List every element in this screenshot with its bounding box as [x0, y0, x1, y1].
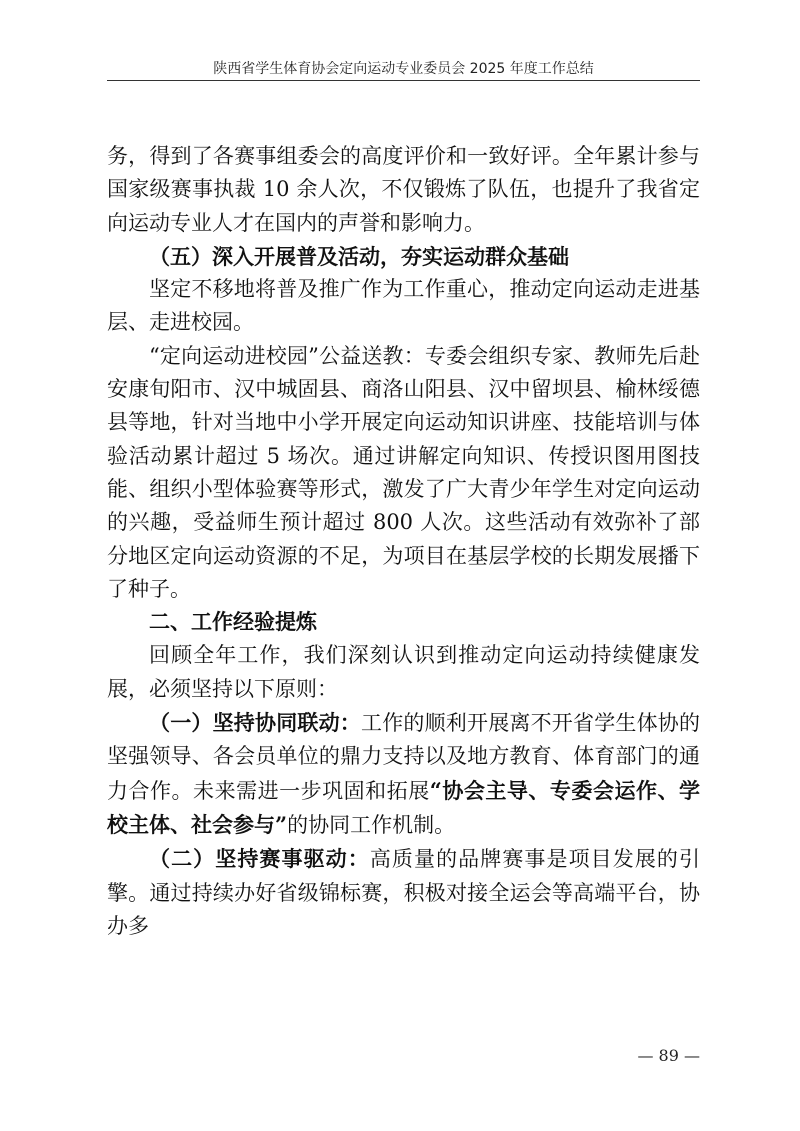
chapter-heading-2: 二、工作经验提炼: [149, 610, 317, 635]
principle-1-text-b: 的协同工作机制。: [287, 812, 456, 837]
paragraph-continuation: 务，得到了各赛事组委会的高度评价和一致好评。全年累计参与国家级赛事执裁 10 余人次，不仅锻炼了队伍，也提升了我省定向运动专业人才在国内的声誉和影响力。: [107, 144, 700, 235]
principle-1-emphasis: “协会主导、专委会运作、学校主体、社会参与”: [107, 777, 700, 837]
paragraph-review: 回顾全年工作，我们深刻认识到推动定向运动持续健康发展，必须坚持以下原则：: [107, 643, 700, 701]
header-divider: [107, 80, 700, 81]
principle-1-text-a: 工作的顺利开展离不开省学生体协的坚强领导、各会员单位的鼎力支持以及地方教育、体育部门的通力合作。未来需进一步巩固和拓展: [107, 711, 700, 803]
section-heading-5: （五）深入开展普及活动，夯实运动群众基础: [149, 243, 569, 269]
paragraph-popularization: 坚定不移地将普及推广作为工作重心，推动定向运动走进基层、走进校园。: [107, 277, 700, 335]
paragraph-school-outreach: “定向运动进校园”公益送教：专委会组织专家、教师先后赴安康旬阳市、汉中城固县、商洛山阳县、汉中留坝县、榆林绥德县等地，针对当地中小学开展定向运动知识讲座、技能培训与体验活动累计超过 5 场次。通过讲解定向知识、传授识图用图技能、组织小型体验赛等形式，激发了广大青少年学生对定向运动的兴趣，受益师生预计超过 800 人次。这些活动有效弥补了部分地区定向运动资源的不足，为项目在基层学校的长期发展播下了种子。: [107, 343, 700, 601]
principle-2-lead: （二）坚持赛事驱动：: [149, 846, 370, 872]
paragraph-principle-2: [107, 842, 700, 943]
principle-1-lead: （一）坚持协同联动：: [149, 710, 361, 736]
running-header: 陕西省学生体育协会定向运动专业委员会 2025 年度工作总结: [213, 61, 594, 77]
paragraph-principle-1: [107, 706, 700, 842]
page-number: — 89 —: [637, 1046, 700, 1065]
principle-2-text: 高质量的品牌赛事是项目发展的引擎。通过持续办好省级锦标赛，积极对接全运会等高端平台，协办多: [107, 847, 701, 938]
document-body: [107, 140, 700, 943]
